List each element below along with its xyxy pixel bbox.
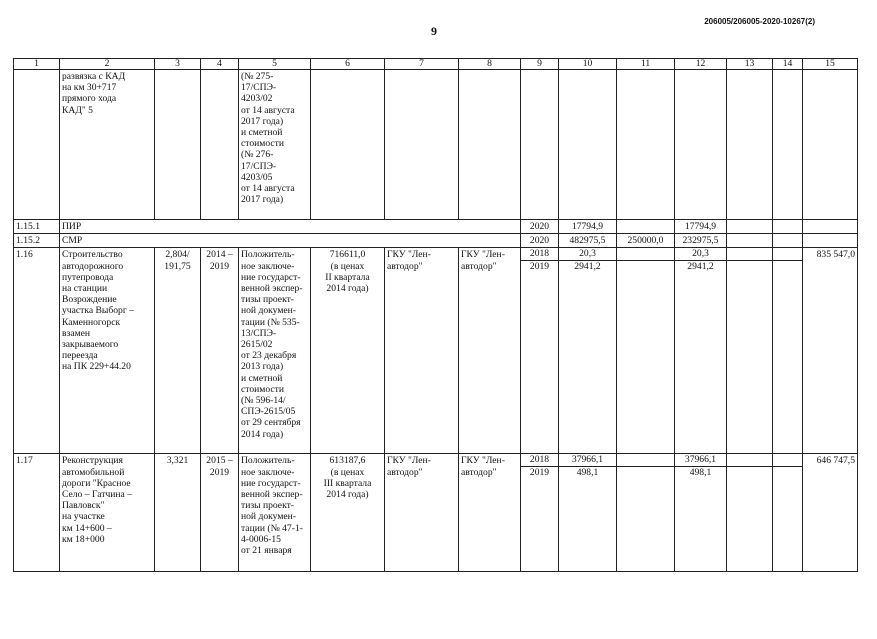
year-value: 2018: [521, 454, 558, 467]
header-cell: 5: [239, 59, 311, 70]
header-cell: 15: [803, 59, 858, 70]
year-value: 2019: [529, 467, 550, 479]
header-cell: 3: [155, 59, 201, 70]
customer-cell: ГКУ "Лен- автодор": [385, 454, 459, 572]
federal-cell: 250000,0: [617, 234, 675, 248]
object-name-cell: Реконструкция автомобильной дороги "Красное Село – Гатчина – Павловск" на участке км 14+600 – км 18+000: [60, 454, 155, 572]
header-row: [14, 59, 858, 70]
header-cell: 9: [521, 59, 559, 70]
amount-value: 20,3: [559, 248, 616, 261]
period-cell: 2015 – 2019: [201, 454, 239, 572]
header-cell: 7: [385, 59, 459, 70]
table-row-1-16: [14, 248, 858, 454]
total-cell: [559, 454, 617, 572]
federal-cell: [617, 454, 675, 572]
developer-cell: ГКУ "Лен- автодор": [459, 454, 521, 572]
total-cell: 482975,5: [559, 234, 617, 248]
header-cell: 12: [675, 59, 727, 70]
estimated-cost-cell: 613187,6 (в ценах III квартала 2014 года): [311, 454, 385, 572]
object-name-cell: Строительство автодорожного путепровода на станции Возрождение участка Выборг – Каменногорск взамен закрываемого переезда на ПК 229+44.20: [60, 248, 155, 454]
year-cell: 2020: [521, 234, 559, 248]
capacity-cell: 2,804/ 191,75: [155, 248, 201, 454]
table-row-continuation: [14, 70, 858, 220]
total-cell: 17794,9: [559, 220, 617, 234]
header-cell: 11: [617, 59, 675, 70]
amount-value: 37966,1: [559, 454, 616, 467]
row-number: 1.17: [14, 454, 60, 572]
document-code: 206005/206005-2020-10267(2): [704, 17, 815, 26]
table-row-1-15-2: [14, 234, 858, 248]
header-cell: 10: [559, 59, 617, 70]
header-cell: 4: [201, 59, 239, 70]
table-row-1-15-1: [14, 220, 858, 234]
table-row-1-17: [14, 454, 858, 572]
period-cell: 2014 – 2019: [201, 248, 239, 454]
expertise-cell: (№ 275- 17/СПЭ- 4203/02 от 14 августа 2017 года) и сметной стоимости (№ 276- 17/СПЭ- 4203/05 от 14 августа 2017 года): [239, 70, 311, 220]
developer-cell: ГКУ "Лен- автодор": [459, 248, 521, 454]
amount-value: 2941,2: [687, 261, 714, 273]
regional-cell: 17794,9: [675, 220, 727, 234]
remaining-cost-cell: 835 547,0: [803, 248, 858, 454]
header-cell: 8: [459, 59, 521, 70]
row-number: 1.15.1: [14, 220, 60, 234]
amount-value: 20,3: [675, 248, 726, 261]
estimated-cost-cell: 716611,0 (в ценах II квартала 2014 года): [311, 248, 385, 454]
object-name-cell: развязка с КАД на км 30+717 прямого хода КАД" 5: [60, 70, 155, 220]
customer-cell: ГКУ "Лен- автодор": [385, 248, 459, 454]
page-number: 9: [431, 24, 437, 38]
row-number: 1.15.2: [14, 234, 60, 248]
years-cell: [521, 454, 559, 572]
header-cell: 6: [311, 59, 385, 70]
investment-table: [13, 58, 858, 572]
row-number: 1.16: [14, 248, 60, 454]
amount-value: 2941,2: [574, 261, 601, 273]
header-cell: 1: [14, 59, 60, 70]
amount-value: 37966,1: [675, 454, 726, 467]
year-value: 2018: [521, 248, 558, 261]
total-cell: [559, 248, 617, 454]
remaining-cost-cell: 646 747,5: [803, 454, 858, 572]
year-cell: 2020: [521, 220, 559, 234]
regional-cell: [675, 454, 727, 572]
amount-value: 498,1: [689, 467, 712, 479]
years-cell: [521, 248, 559, 454]
expertise-cell: Положитель- ное заключе- ние государст- венной экспер- тизы проект- ной докумен- тации (№ 535- 13/СПЭ- 2615/02 от 23 декабря 2013 года) и сметной стоимости (№ 596-14/ СПЭ-2615/05 от 29 сентября 2014 года): [239, 248, 311, 454]
work-type: ПИР: [60, 220, 521, 234]
expertise-cell: Положитель- ное заключе- ние государст- венной экспер- тизы проект- ной докумен- тации (№ 47-1- 4-0006-15 от 21 января: [239, 454, 311, 572]
header-cell: 14: [773, 59, 803, 70]
federal-cell: [617, 248, 675, 454]
year-value: 2019: [529, 261, 550, 273]
regional-cell: 232975,5: [675, 234, 727, 248]
regional-cell: [675, 248, 727, 454]
federal-cell: [617, 220, 675, 234]
work-type: СМР: [60, 234, 521, 248]
header-cell: 13: [727, 59, 773, 70]
amount-value: 498,1: [576, 467, 599, 479]
capacity-cell: 3,321: [155, 454, 201, 572]
header-cell: 2: [60, 59, 155, 70]
